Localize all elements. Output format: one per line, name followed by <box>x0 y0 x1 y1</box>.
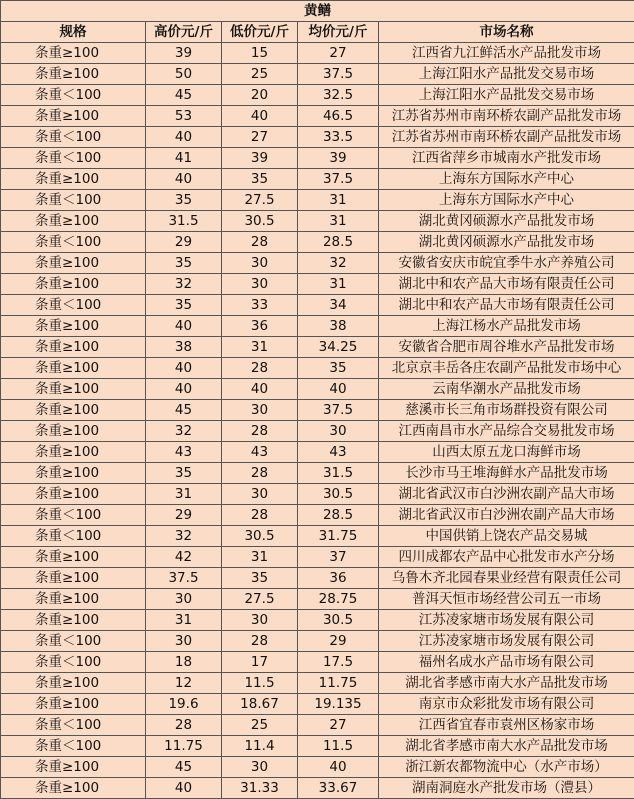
cell-avg-price: 37.5 <box>298 400 379 421</box>
cell-low-price: 30 <box>222 274 298 295</box>
cell-spec: 条重≥100 <box>1 673 146 694</box>
cell-high-price: 31.5 <box>146 211 222 232</box>
cell-high-price: 35 <box>146 253 222 274</box>
cell-high-price: 12 <box>146 673 222 694</box>
cell-market: 江西省萍乡市城南水产批发市场 <box>379 148 634 169</box>
table-row <box>1 316 634 337</box>
table-row <box>1 64 634 85</box>
cell-avg-price: 31 <box>298 274 379 295</box>
table-row <box>1 106 634 127</box>
table-row <box>1 610 634 631</box>
cell-spec: 条重＜100 <box>1 148 146 169</box>
cell-market: 上海东方国际水产中心 <box>379 169 634 190</box>
cell-market: 湖北中和农产品大市场有限责任公司 <box>379 274 634 295</box>
cell-high-price: 31 <box>146 484 222 505</box>
cell-avg-price: 46.5 <box>298 106 379 127</box>
cell-high-price: 40 <box>146 169 222 190</box>
cell-low-price: 28 <box>222 463 298 484</box>
cell-spec: 条重≥100 <box>1 337 146 358</box>
cell-market: 上海江阳水产品批发交易市场 <box>379 64 634 85</box>
cell-avg-price: 29 <box>298 631 379 652</box>
cell-low-price: 30 <box>222 253 298 274</box>
table-row <box>1 85 634 106</box>
cell-spec: 条重＜100 <box>1 652 146 673</box>
cell-market: 湖北省孝感市南大水产品批发市场 <box>379 673 634 694</box>
cell-market: 普洱天恒市场经营公司五一市场 <box>379 589 634 610</box>
cell-spec: 条重≥100 <box>1 778 146 799</box>
cell-high-price: 37.5 <box>146 568 222 589</box>
cell-avg-price: 11.75 <box>298 673 379 694</box>
table-row <box>1 526 634 547</box>
cell-low-price: 35 <box>222 568 298 589</box>
cell-low-price: 40 <box>222 379 298 400</box>
cell-avg-price: 36 <box>298 568 379 589</box>
cell-high-price: 45 <box>146 85 222 106</box>
cell-high-price: 45 <box>146 400 222 421</box>
cell-avg-price: 31 <box>298 211 379 232</box>
cell-market: 安徽省合肥市周谷堆水产品批发市场 <box>379 337 634 358</box>
cell-avg-price: 28.5 <box>298 232 379 253</box>
cell-spec: 条重≥100 <box>1 211 146 232</box>
table-row <box>1 484 634 505</box>
cell-low-price: 28 <box>222 232 298 253</box>
cell-spec: 条重≥100 <box>1 400 146 421</box>
cell-high-price: 31 <box>146 610 222 631</box>
header-avg-price: 均价元/斤 <box>298 22 379 43</box>
cell-spec: 条重≥100 <box>1 43 146 64</box>
cell-spec: 条重＜100 <box>1 85 146 106</box>
cell-avg-price: 27 <box>298 43 379 64</box>
cell-low-price: 35 <box>222 169 298 190</box>
cell-low-price: 15 <box>222 43 298 64</box>
cell-market: 福州名成水产品市场有限公司 <box>379 652 634 673</box>
cell-low-price: 27.5 <box>222 190 298 211</box>
header-row <box>1 22 634 43</box>
table-row <box>1 337 634 358</box>
cell-market: 四川成都农产品中心批发市水产分场 <box>379 547 634 568</box>
cell-market: 湖北黄冈硕源水产品批发市场 <box>379 232 634 253</box>
cell-market: 浙江新农都物流中心（水产市场） <box>379 757 634 778</box>
cell-avg-price: 17.5 <box>298 652 379 673</box>
cell-market: 湖南洞庭水产批发市场（澧县） <box>379 778 634 799</box>
cell-market: 慈溪市长三角市场群投资有限公司 <box>379 400 634 421</box>
cell-high-price: 30 <box>146 589 222 610</box>
cell-high-price: 53 <box>146 106 222 127</box>
cell-market: 山西太原五龙口海鲜市场 <box>379 442 634 463</box>
table-row <box>1 190 634 211</box>
cell-spec: 条重＜100 <box>1 505 146 526</box>
table-row <box>1 736 634 757</box>
cell-market: 上海江杨水产品批发市场 <box>379 316 634 337</box>
cell-high-price: 32 <box>146 421 222 442</box>
cell-spec: 条重≥100 <box>1 694 146 715</box>
cell-low-price: 11.5 <box>222 673 298 694</box>
cell-low-price: 27.5 <box>222 589 298 610</box>
cell-high-price: 29 <box>146 505 222 526</box>
cell-high-price: 41 <box>146 148 222 169</box>
cell-low-price: 17 <box>222 652 298 673</box>
cell-spec: 条重≥100 <box>1 547 146 568</box>
cell-low-price: 28 <box>222 358 298 379</box>
cell-market: 中国供销上饶农产品交易城 <box>379 526 634 547</box>
cell-high-price: 35 <box>146 295 222 316</box>
cell-high-price: 30 <box>146 631 222 652</box>
table-row <box>1 253 634 274</box>
table-row <box>1 694 634 715</box>
cell-avg-price: 31.75 <box>298 526 379 547</box>
cell-high-price: 45 <box>146 757 222 778</box>
cell-low-price: 39 <box>222 148 298 169</box>
cell-low-price: 28 <box>222 421 298 442</box>
cell-low-price: 30 <box>222 757 298 778</box>
header-low-price: 低价元/斤 <box>222 22 298 43</box>
cell-market: 上海东方国际水产中心 <box>379 190 634 211</box>
cell-spec: 条重≥100 <box>1 379 146 400</box>
cell-low-price: 30 <box>222 484 298 505</box>
cell-avg-price: 11.5 <box>298 736 379 757</box>
cell-avg-price: 35 <box>298 358 379 379</box>
cell-low-price: 36 <box>222 316 298 337</box>
cell-low-price: 30 <box>222 400 298 421</box>
cell-market: 江西省九江鲜活水产品批发市场 <box>379 43 634 64</box>
cell-spec: 条重≥100 <box>1 442 146 463</box>
title-row <box>1 1 634 22</box>
cell-avg-price: 30.5 <box>298 610 379 631</box>
cell-market: 南京市众彩批发市场有限公司 <box>379 694 634 715</box>
table-row <box>1 547 634 568</box>
cell-spec: 条重＜100 <box>1 295 146 316</box>
cell-market: 湖北省武汉市白沙洲农副产品大市场 <box>379 484 634 505</box>
cell-spec: 条重≥100 <box>1 484 146 505</box>
cell-high-price: 32 <box>146 274 222 295</box>
cell-high-price: 40 <box>146 778 222 799</box>
cell-market: 江苏凌家塘市场发展有限公司 <box>379 631 634 652</box>
cell-high-price: 19.6 <box>146 694 222 715</box>
table-row <box>1 505 634 526</box>
cell-spec: 条重＜100 <box>1 232 146 253</box>
cell-market: 江苏省苏州市南环桥农副产品批发市场 <box>379 127 634 148</box>
cell-high-price: 18 <box>146 652 222 673</box>
cell-low-price: 31 <box>222 337 298 358</box>
cell-low-price: 30.5 <box>222 526 298 547</box>
cell-market: 江苏凌家塘市场发展有限公司 <box>379 610 634 631</box>
cell-avg-price: 39 <box>298 148 379 169</box>
cell-avg-price: 33.5 <box>298 127 379 148</box>
table-row <box>1 757 634 778</box>
cell-spec: 条重＜100 <box>1 631 146 652</box>
header-market: 市场名称 <box>379 22 634 43</box>
table-row <box>1 400 634 421</box>
cell-avg-price: 30 <box>298 421 379 442</box>
table-title: 黄鳝 <box>1 1 634 22</box>
cell-avg-price: 37 <box>298 547 379 568</box>
cell-high-price: 35 <box>146 463 222 484</box>
table-row <box>1 463 634 484</box>
header-high-price: 高价元/斤 <box>146 22 222 43</box>
cell-market: 北京京丰岳各庄农副产品批发市场中心 <box>379 358 634 379</box>
cell-spec: 条重≥100 <box>1 463 146 484</box>
cell-low-price: 33 <box>222 295 298 316</box>
cell-spec: 条重≥100 <box>1 316 146 337</box>
cell-high-price: 40 <box>146 379 222 400</box>
cell-low-price: 30.5 <box>222 211 298 232</box>
cell-spec: 条重＜100 <box>1 127 146 148</box>
cell-spec: 条重≥100 <box>1 169 146 190</box>
cell-market: 江苏省苏州市南环桥农副产品批发市场 <box>379 106 634 127</box>
cell-avg-price: 32.5 <box>298 85 379 106</box>
cell-low-price: 25 <box>222 64 298 85</box>
cell-high-price: 40 <box>146 358 222 379</box>
cell-high-price: 50 <box>146 64 222 85</box>
cell-avg-price: 32 <box>298 253 379 274</box>
cell-low-price: 27 <box>222 127 298 148</box>
cell-avg-price: 19.135 <box>298 694 379 715</box>
table-row <box>1 379 634 400</box>
cell-spec: 条重≥100 <box>1 610 146 631</box>
cell-market: 湖北中和农产品大市场有限责任公司 <box>379 295 634 316</box>
table-row <box>1 421 634 442</box>
cell-avg-price: 43 <box>298 442 379 463</box>
cell-low-price: 30 <box>222 610 298 631</box>
table-row <box>1 169 634 190</box>
cell-low-price: 28 <box>222 505 298 526</box>
cell-spec: 条重＜100 <box>1 715 146 736</box>
cell-high-price: 11.75 <box>146 736 222 757</box>
table-row <box>1 778 634 799</box>
cell-high-price: 28 <box>146 715 222 736</box>
table-row <box>1 274 634 295</box>
cell-market: 上海江阳水产品批发交易市场 <box>379 85 634 106</box>
table-row <box>1 232 634 253</box>
cell-spec: 条重＜100 <box>1 736 146 757</box>
cell-avg-price: 37.5 <box>298 169 379 190</box>
cell-avg-price: 31 <box>298 190 379 211</box>
cell-high-price: 40 <box>146 316 222 337</box>
cell-high-price: 32 <box>146 526 222 547</box>
cell-avg-price: 40 <box>298 757 379 778</box>
cell-low-price: 40 <box>222 106 298 127</box>
cell-spec: 条重≥100 <box>1 358 146 379</box>
cell-high-price: 38 <box>146 337 222 358</box>
cell-market: 江西南昌市水产品综合交易批发市场 <box>379 421 634 442</box>
cell-spec: 条重＜100 <box>1 526 146 547</box>
cell-avg-price: 38 <box>298 316 379 337</box>
table-row <box>1 589 634 610</box>
cell-avg-price: 31.5 <box>298 463 379 484</box>
cell-spec: 条重≥100 <box>1 253 146 274</box>
cell-avg-price: 34.25 <box>298 337 379 358</box>
cell-avg-price: 27 <box>298 715 379 736</box>
cell-low-price: 28 <box>222 631 298 652</box>
cell-market: 湖北黄冈硕源水产品批发市场 <box>379 211 634 232</box>
cell-market: 长沙市马王堆海鲜水产品批发市场 <box>379 463 634 484</box>
cell-high-price: 42 <box>146 547 222 568</box>
cell-spec: 条重≥100 <box>1 757 146 778</box>
cell-high-price: 29 <box>146 232 222 253</box>
cell-low-price: 31.33 <box>222 778 298 799</box>
cell-avg-price: 33.67 <box>298 778 379 799</box>
table-row <box>1 442 634 463</box>
cell-low-price: 25 <box>222 715 298 736</box>
table-row <box>1 568 634 589</box>
header-spec: 规格 <box>1 22 146 43</box>
cell-avg-price: 34 <box>298 295 379 316</box>
table-row <box>1 295 634 316</box>
cell-low-price: 18.67 <box>222 694 298 715</box>
cell-low-price: 11.4 <box>222 736 298 757</box>
cell-market: 湖北省武汉市白沙洲农副产品大市场 <box>379 505 634 526</box>
cell-spec: 条重≥100 <box>1 421 146 442</box>
cell-spec: 条重≥100 <box>1 64 146 85</box>
cell-avg-price: 28.75 <box>298 589 379 610</box>
cell-spec: 条重＜100 <box>1 190 146 211</box>
table-row <box>1 631 634 652</box>
table-row <box>1 652 634 673</box>
cell-avg-price: 28.5 <box>298 505 379 526</box>
cell-spec: 条重≥100 <box>1 589 146 610</box>
cell-low-price: 20 <box>222 85 298 106</box>
cell-market: 乌鲁木齐北园春果业经营有限责任公司 <box>379 568 634 589</box>
cell-spec: 条重≥100 <box>1 568 146 589</box>
cell-high-price: 35 <box>146 190 222 211</box>
cell-market: 云南华潮水产品批发市场 <box>379 379 634 400</box>
cell-market: 湖北省孝感市南大水产品批发市场 <box>379 736 634 757</box>
table-row <box>1 673 634 694</box>
cell-avg-price: 40 <box>298 379 379 400</box>
table-body <box>1 43 634 799</box>
cell-market: 安徽省安庆市皖宜季牛水产养殖公司 <box>379 253 634 274</box>
cell-market: 江西省宜春市袁州区杨家市场 <box>379 715 634 736</box>
cell-avg-price: 30.5 <box>298 484 379 505</box>
cell-low-price: 31 <box>222 547 298 568</box>
cell-high-price: 39 <box>146 43 222 64</box>
table-row <box>1 358 634 379</box>
cell-spec: 条重≥100 <box>1 274 146 295</box>
cell-spec: 条重≥100 <box>1 106 146 127</box>
table-row <box>1 715 634 736</box>
table-row <box>1 127 634 148</box>
table-row <box>1 148 634 169</box>
table-row <box>1 211 634 232</box>
table-row <box>1 43 634 64</box>
cell-high-price: 43 <box>146 442 222 463</box>
cell-high-price: 40 <box>146 127 222 148</box>
cell-low-price: 43 <box>222 442 298 463</box>
cell-avg-price: 37.5 <box>298 64 379 85</box>
